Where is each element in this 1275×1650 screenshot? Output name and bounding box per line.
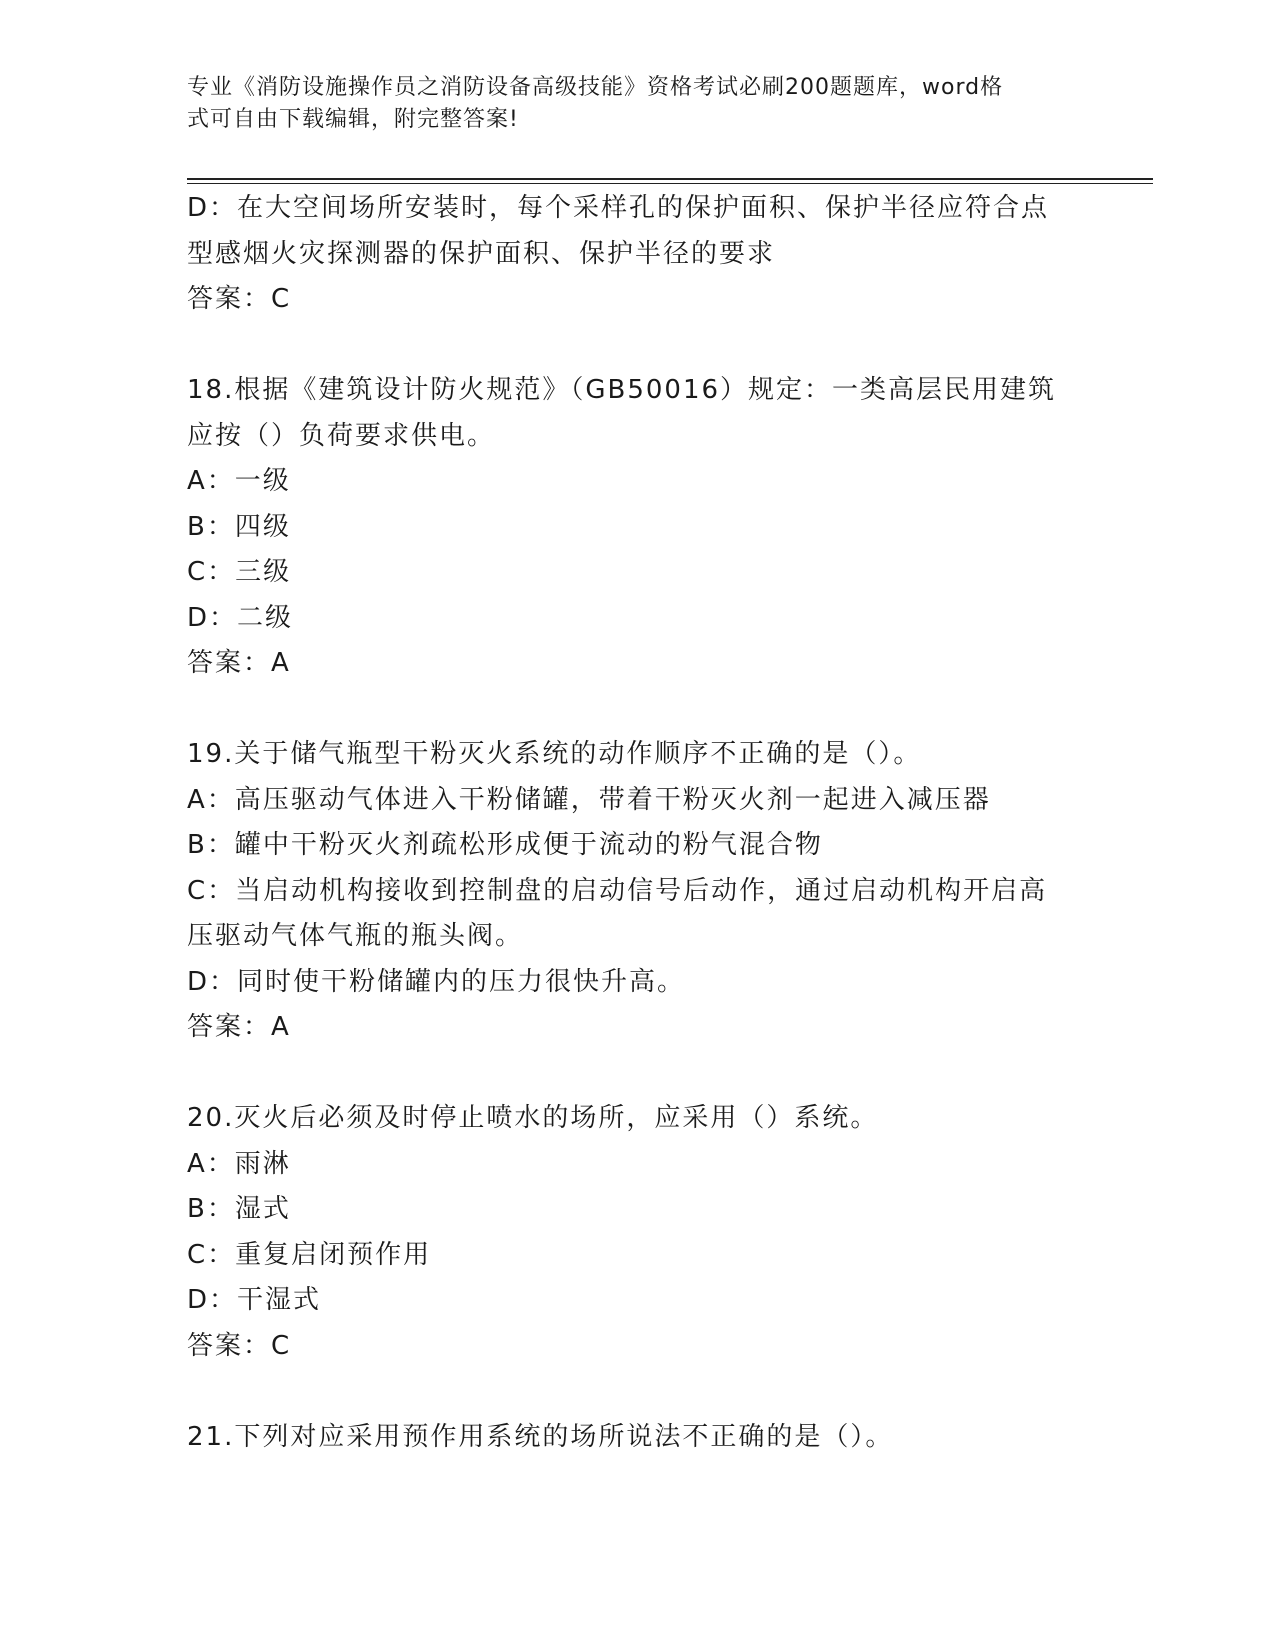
header-title-line-2: 式可自由下载编辑，附完整答案!: [187, 107, 519, 132]
answer: [187, 1005, 1087, 1051]
option-b: B：湿式: [187, 1194, 291, 1224]
spacer: [187, 1369, 1087, 1415]
option-d: D：同时使干粉储罐内的压力很快升高。: [187, 966, 686, 997]
spacer: [187, 1051, 1087, 1097]
answer-label: 答案：: [187, 1330, 272, 1361]
answer-label: 答案：: [187, 1012, 272, 1042]
header-divider-thick: [187, 178, 1153, 180]
option-b: B：罐中干粉灭火剂疏松形成便于流动的粉气混合物: [187, 830, 823, 860]
question-stem-line-1: 19.关于储气瓶型干粉灭火系统的动作顺序不正确的是（）。: [187, 739, 922, 769]
question-stem-line-1: 20.灭火后必须及时停止喷水的场所，应采用（）系统。: [187, 1103, 879, 1133]
question-18: [187, 368, 1087, 687]
option-a: A：雨淋: [187, 1148, 291, 1179]
answer-value: A: [271, 648, 291, 678]
answer-value: C: [271, 1330, 292, 1361]
option-c-line-2: 压驱动气体气瓶的瓶头阀。: [187, 921, 524, 951]
answer: [187, 1324, 1087, 1370]
answer-value: A: [271, 1012, 291, 1042]
option-a: A：一级: [187, 466, 291, 496]
prev-option-d-line-1: D：在大空间场所安装时，每个采样孔的保护面积、保护半径应符合点: [187, 193, 1050, 223]
answer-label: 答案：: [187, 284, 272, 314]
option-c-line-1: C：当启动机构接收到控制盘的启动信号后动作，通过启动机构开启高: [187, 875, 1048, 906]
question-20: [187, 1096, 1087, 1369]
answer-label: 答案：: [187, 648, 272, 678]
header-title-line-1: 专业《消防设施操作员之消防设备高级技能》资格考试必刷200题题库，word格: [187, 75, 1004, 100]
answer: [187, 641, 1087, 687]
spacer: [187, 687, 1087, 733]
header-divider-thin: [187, 183, 1153, 184]
option-d: D：二级: [187, 602, 294, 633]
document-header: [187, 72, 1067, 136]
question-19: [187, 732, 1087, 1051]
option-a: A：高压驱动气体进入干粉储罐，带着干粉灭火剂一起进入减压器: [187, 784, 991, 815]
option-c: C：三级: [187, 557, 292, 587]
prev-answer: [187, 277, 1087, 323]
question-stem-line-1: 21.下列对应采用预作用系统的场所说法不正确的是（）。: [187, 1421, 894, 1452]
question-stem-line-2: 应按（）负荷要求供电。: [187, 420, 496, 451]
question-stem-line-1: 18.根据《建筑设计防火规范》（GB50016）规定：一类高层民用建筑: [187, 375, 1057, 405]
option-c: C：重复启闭预作用: [187, 1239, 432, 1270]
question-content: [187, 186, 1087, 1460]
option-b: B：四级: [187, 511, 291, 542]
prev-option-d-line-2: 型感烟火灾探测器的保护面积、保护半径的要求: [187, 238, 776, 269]
answer-value: C: [271, 284, 292, 314]
spacer: [187, 323, 1087, 369]
option-d: D：干湿式: [187, 1285, 322, 1315]
question-21: [187, 1415, 1087, 1461]
